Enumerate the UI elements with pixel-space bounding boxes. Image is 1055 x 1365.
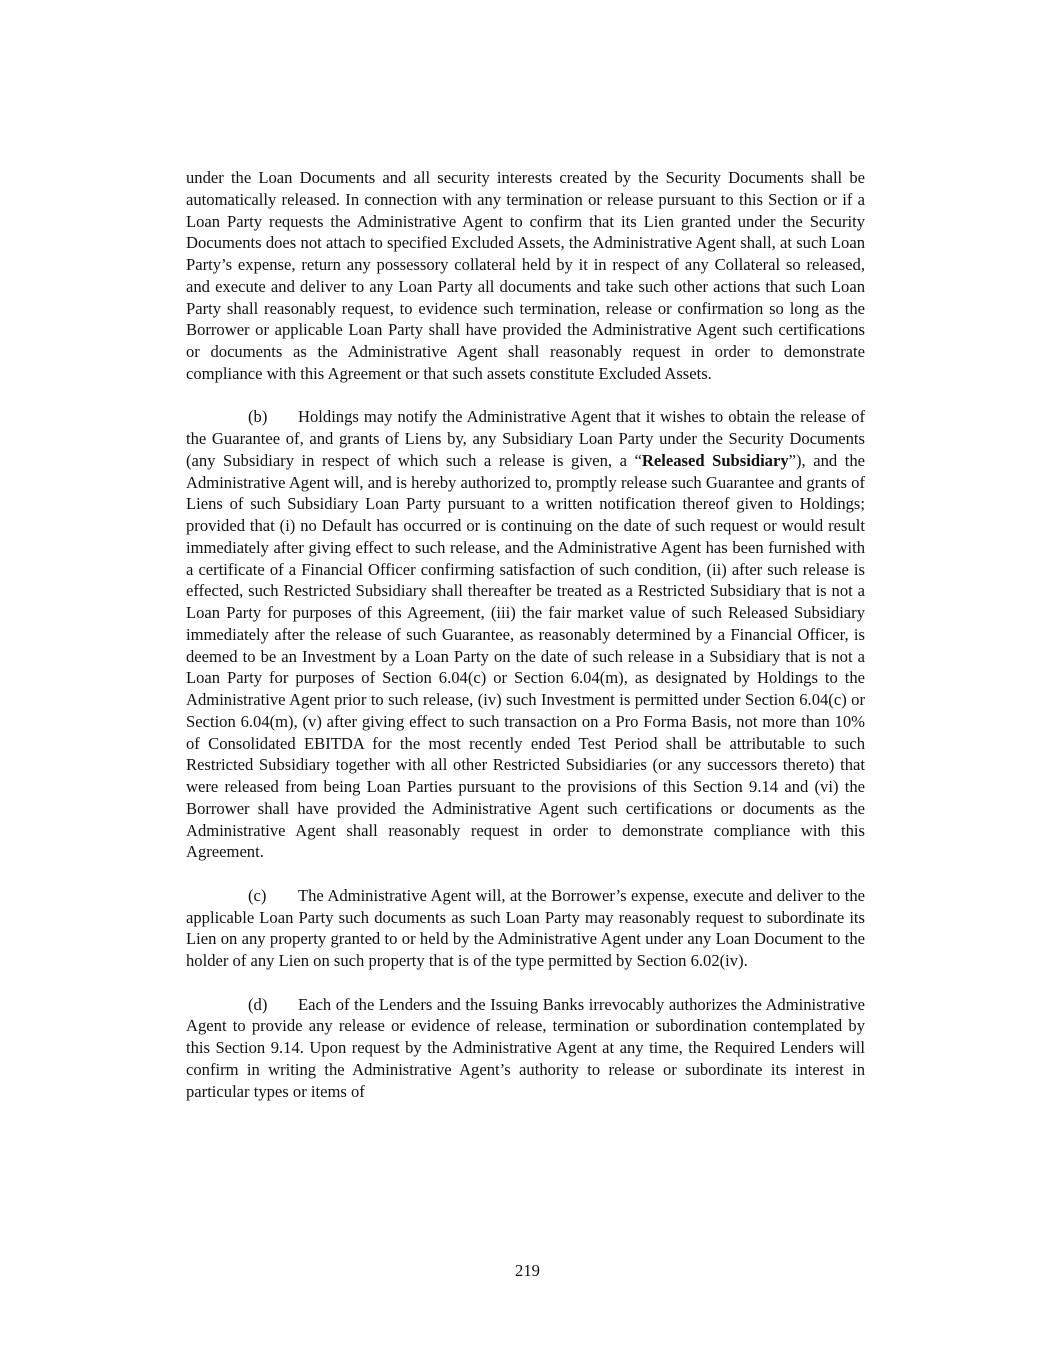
paragraph-b-text-before: Holdings may notify the Administrative Agent that it wishes to obtain the release of the Guarantee of, and grants of Liens by, any Subsidiary Loan Party under the Security Documents (any Subsidiary in respect of which such a release is given, a “ — [186, 407, 865, 470]
paragraph-d-label: (d) — [248, 994, 268, 1014]
document-page — [186, 167, 865, 1124]
paragraph-c — [186, 885, 865, 972]
paragraph-continuation: under the Loan Documents and all security interests created by the Security Documents shall be automatically released. In connection with any termination or release pursuant to this Section or if a Loan Party requests the Administrative Agent to confirm that its Lien granted under the Security Documents does not attach to specified Excluded Assets, the Administrative Agent shall, at such Loan Party’s expense, return any possessory collateral held by it in respect of any Collateral so released, and execute and deliver to any Loan Party all documents and take such other actions that such Loan Party shall reasonably request, to evidence such termination, release or confirmation so long as the Borrower or applicable Loan Party shall have provided the Administrative Agent such certifications or documents as the Administrative Agent shall reasonably request in order to demonstrate compliance with this Agreement or that such assets constitute Excluded Assets. — [186, 168, 865, 383]
paragraph-c-label: (c) — [248, 885, 267, 905]
defined-term-released-subsidiary: Released Subsidiary — [641, 450, 789, 470]
paragraph-d — [186, 994, 865, 1103]
paragraph-c-text: The Administrative Agent will, at the Borrower’s expense, execute and deliver to the applicable Loan Party such documents as such Loan Party may reasonably request to subordinate its Lien on any property granted to or held by the Administrative Agent under any Loan Document to the holder of any Lien on such property that is of the type permitted by Section 6.02(iv). — [186, 885, 865, 970]
paragraph-b — [186, 406, 865, 863]
paragraph-b-label: (b) — [248, 407, 268, 427]
page-number: 219 — [515, 1261, 540, 1280]
paragraph-b-text-after: ”), and the Administrative Agent will, and is hereby authorized to, promptly release such Guarantee and grants of Liens of such Subsidiary Loan Party pursuant to a written notification thereof given to Holdings; provided that (i) no Default has occurred or is continuing on the date of such request or would result immediately after giving effect to such release, and the Administrative Agent has been furnished with a certificate of a Financial Officer confirming satisfaction of such condition, (ii) after such release is effected, such Restricted Subsidiary shall thereafter be treated as a Restricted Subsidiary that is not a Loan Party for purposes of this Agreement, (iii) the fair market value of such Released Subsidiary immediately after the release of such Guarantee, as reasonably determined by a Financial Officer, is deemed to be an Investment by a Loan Party on the date of such release in a Subsidiary that is not a Loan Party for purposes of Section 6.04(c) or Section 6.04(m), as designated by Holdings to the Administrative Agent prior to such release, (iv) such Investment is permitted under Section 6.04(c) or Section 6.04(m), (v) after giving effect to such transaction on a Pro Forma Basis, not more than 10% of Consolidated EBITDA for the most recently ended Test Period shall be attributable to such Restricted Subsidiary together with all other Restricted Subsidiaries (or any successors thereto) that were released from being Loan Parties pursuant to the provisions of this Section 9.14 and (vi) the Borrower shall have provided the Administrative Agent such certifications or documents as the Administrative Agent shall reasonably request in order to demonstrate compliance with this Agreement. — [186, 450, 865, 862]
paragraph-d-text: Each of the Lenders and the Issuing Banks irrevocably authorizes the Administrative Agent to provide any release or evidence of release, termination or subordination contemplated by this Section 9.14. Upon request by the Administrative Agent at any time, the Required Lenders will confirm in writing the Administrative Agent’s authority to release or subordinate its interest in particular types or items of — [186, 994, 865, 1101]
